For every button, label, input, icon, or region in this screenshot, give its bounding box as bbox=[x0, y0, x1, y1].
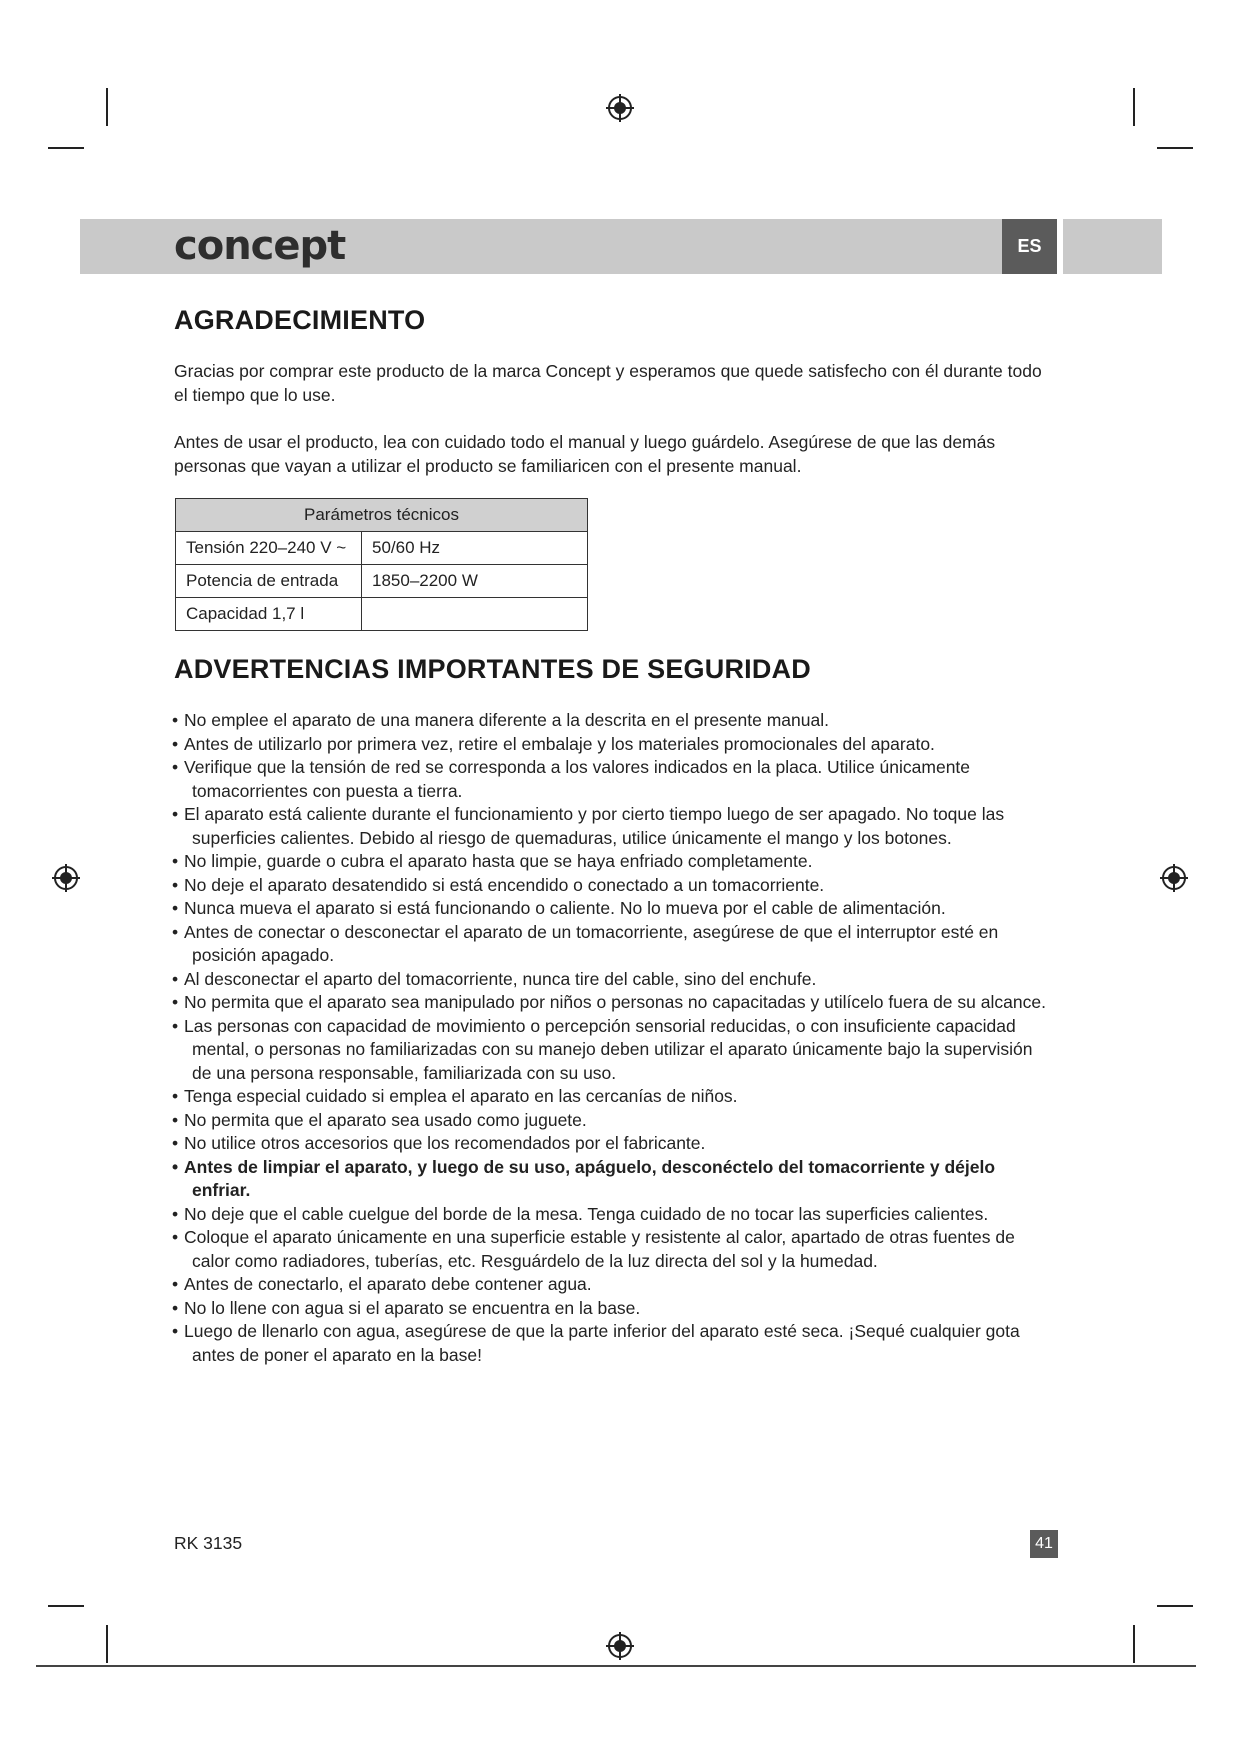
technical-parameters-table bbox=[175, 498, 588, 631]
list-item: • No limpie, guarde o cubra el aparato hasta que se haya enfriado completamente. bbox=[172, 850, 1052, 874]
registration-mark-icon bbox=[50, 862, 82, 894]
list-item: • Nunca mueva el aparato si está funcionando o caliente. No lo mueva por el cable de alimentación. bbox=[172, 897, 1052, 921]
intro-paragraph: Gracias por comprar este producto de la marca Concept y esperamos que quede satisfecho con él durante todo el tiempo que lo use. bbox=[174, 361, 1042, 405]
list-item: • No permita que el aparato sea manipulado por niños o personas no capacitadas y utilícelo fuera de su alcance. bbox=[172, 991, 1052, 1015]
registration-mark-icon bbox=[604, 92, 636, 124]
crop-mark bbox=[48, 147, 84, 149]
list-item: • Luego de llenarlo con agua, asegúrese de que la parte inferior del aparato esté seca. ¡Sequé cualquier gota antes de poner el aparato en la base! bbox=[172, 1320, 1052, 1367]
brand-logo: concept bbox=[174, 223, 346, 269]
list-item: • Las personas con capacidad de movimiento o percepción sensorial reducidas, o con insuficiente capacidad mental, o personas no familiarizadas con su manejo deben utilizar el aparato únicamente bajo la supervisión de una persona responsable, familiarizada con su uso. bbox=[172, 1015, 1052, 1086]
list-item: • No emplee el aparato de una manera diferente a la descrita en el presente manual. bbox=[172, 709, 1052, 733]
crop-mark bbox=[106, 88, 108, 126]
table-header: Parámetros técnicos bbox=[176, 499, 588, 532]
table-row bbox=[176, 598, 588, 631]
param-value bbox=[362, 598, 588, 631]
param-value: 50/60 Hz bbox=[362, 532, 588, 565]
page-number: 41 bbox=[1030, 1530, 1058, 1558]
list-item: • No deje el aparato desatendido si está encendido o conectado a un tomacorriente. bbox=[172, 874, 1052, 898]
crop-mark bbox=[1133, 88, 1135, 126]
list-item: • No lo llene con agua si el aparato se encuentra en la base. bbox=[172, 1297, 1052, 1321]
list-item: • Verifique que la tensión de red se corresponda a los valores indicados en la placa. Utilice únicamente tomacorrientes con puesta a tierra. bbox=[172, 756, 1052, 803]
crop-mark bbox=[48, 1605, 84, 1607]
section-title-agradecimiento: AGRADECIMIENTO bbox=[174, 305, 426, 335]
list-item: • Tenga especial cuidado si emplea el aparato en las cercanías de niños. bbox=[172, 1085, 1052, 1109]
registration-mark-icon bbox=[1158, 862, 1190, 894]
list-item: • Antes de conectar o desconectar el aparato de un tomacorriente, asegúrese de que el interruptor esté en posición apagado. bbox=[172, 921, 1052, 968]
safety-warnings-list bbox=[172, 709, 1052, 1367]
manual-paragraph: Antes de usar el producto, lea con cuidado todo el manual y luego guárdelo. Asegúrese de que las demás personas que vayan a utilizar el producto se familiaricen con el presente manual. bbox=[174, 432, 996, 476]
list-item: • Al desconectar el aparto del tomacorriente, nunca tire del cable, sino del enchufe. bbox=[172, 968, 1052, 992]
param-label: Potencia de entrada bbox=[176, 565, 362, 598]
crop-mark bbox=[1157, 147, 1193, 149]
list-item: • No utilice otros accesorios que los recomendados por el fabricante. bbox=[172, 1132, 1052, 1156]
crop-mark bbox=[1157, 1605, 1193, 1607]
list-item: • El aparato está caliente durante el funcionamiento y por cierto tiempo luego de ser apagado. No toque las superficies calientes. Debido al riesgo de quemaduras, utilice únicamente el mango y los botones. bbox=[172, 803, 1052, 850]
list-item: • Antes de limpiar el aparato, y luego de su uso, apáguelo, desconéctelo del tomacorriente y déjelo enfriar. bbox=[172, 1156, 1052, 1203]
list-item: • Antes de utilizarlo por primera vez, retire el embalaje y los materiales promocionales del aparato. bbox=[172, 733, 1052, 757]
section-title-safety-warnings: ADVERTENCIAS IMPORTANTES DE SEGURIDAD bbox=[174, 654, 811, 684]
table-row bbox=[176, 565, 588, 598]
param-value: 1850–2200 W bbox=[362, 565, 588, 598]
model-number: RK 3135 bbox=[174, 1533, 243, 1553]
list-item: • Coloque el aparato únicamente en una superficie estable y resistente al calor, apartado de otras fuentes de calor como radiadores, tuberías, etc. Resguárdelo de la luz directa del sol y la humedad. bbox=[172, 1226, 1052, 1273]
language-badge: ES bbox=[1002, 219, 1057, 274]
list-item: • No deje que el cable cuelgue del borde de la mesa. Tenga cuidado de no tocar las superficies calientes. bbox=[172, 1203, 1052, 1227]
param-label: Capacidad 1,7 l bbox=[176, 598, 362, 631]
crop-mark bbox=[1133, 1625, 1135, 1663]
list-item: • Antes de conectarlo, el aparato debe contener agua. bbox=[172, 1273, 1052, 1297]
header-divider bbox=[1057, 219, 1063, 274]
registration-mark-icon bbox=[604, 1630, 636, 1662]
table-row bbox=[176, 532, 588, 565]
bottom-rule bbox=[36, 1665, 1196, 1667]
param-label: Tensión 220–240 V ~ bbox=[176, 532, 362, 565]
list-item: • No permita que el aparato sea usado como juguete. bbox=[172, 1109, 1052, 1133]
crop-mark bbox=[106, 1625, 108, 1663]
